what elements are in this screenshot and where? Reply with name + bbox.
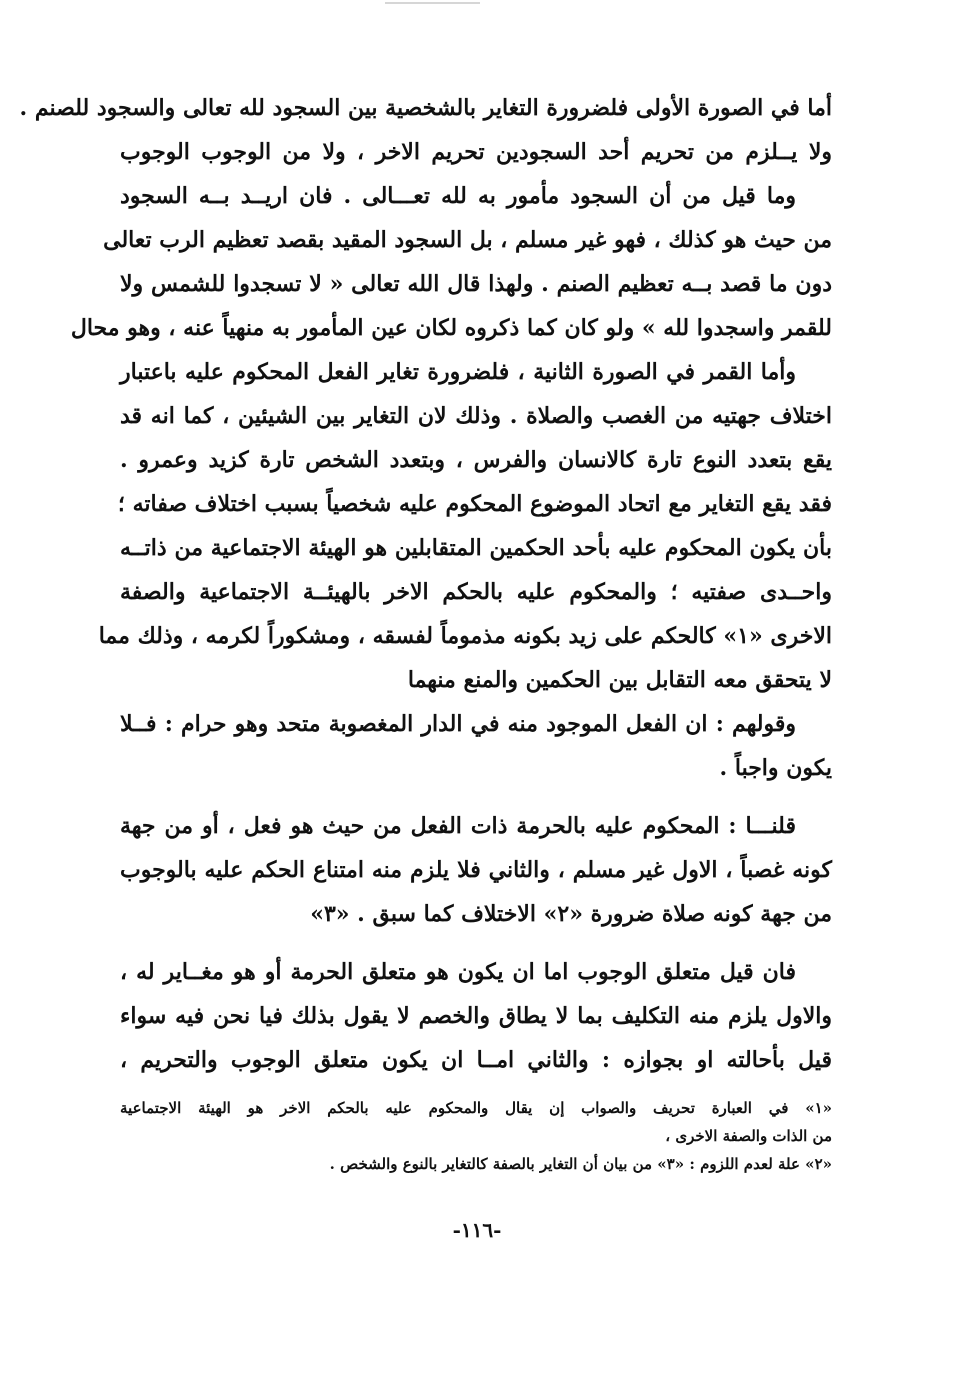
text-line: كونه غصباً ، الاول غير مسلم ، والثاني فلا يلزم منه امتناع الحكم عليه بالوجوب [120,857,832,883]
text-line: يقع بتعدد النوع تارة كالانسان والفرس ، وبتعدد الشخص تارة كزيد وعمرو . [120,447,832,473]
scan-edge-mark [385,2,480,4]
text-line: الاخرى «١» كالحكم على زيد بكونه مذموماً لفسقه ، ومشكوراً لكرمه ، وذلك مما [98,623,832,649]
footnote-line: من الذات والصفة الاخرى ، [665,1127,832,1145]
text-line: فقد يقع التغاير مع اتحاد الموضوع المحكوم عليه شخصياً بسبب اختلاف صفاته ؛ [117,491,832,517]
footnote-line: «١» في العبارة تحريف والصواب إن يقال والمحكوم عليه بالحكم الاخر هو الهيئة الاجتماعية [120,1099,832,1117]
text-line: قلنـــا : المحكوم عليه بالحرمة ذات الفعل من حيث هو فعل ، أو من جهة [120,813,796,839]
text-line: وقولهم : ان الفعل الموجود منه في الدار المغصوبة متحد وهو حرام : فــلا [120,711,796,737]
text-line: للقمر واسجدوا لله » ولو كان كما ذكروه لكان عين المأمور به منهياً عنه ، وهو محال [70,315,832,341]
paragraph-gap [120,936,832,950]
page-number: -١١٦- [452,1218,502,1242]
text-line: من جهة كونه صلاة ضرورة «٢» الاختلاف كما سبق . «٣» [310,901,832,927]
text-line: بأن يكون المحكوم عليه بأحد الحكمين المتقابلين هو الهيئة الاجتماعية من ذاتــه [120,535,832,561]
text-line: قيل بأحالته او بجوازه : والثاني امــا ان يكون متعلق الوجوب والتحريم ، [120,1047,832,1073]
text-line: لا يتحقق معه التقابل بين الحكمين والمنع منهما [407,667,832,693]
text-line: دون ما قصد بــه تعظيم الصنم . ولهذا قال الله تعالى « لا تسجدوا للشمس ولا [120,271,832,297]
text-line: فان قيل متعلق الوجوب اما ان يكون هو متعلق الحرمة أو هو مغــاير له ، [120,959,796,985]
text-line: يكون واجباً . [719,755,832,781]
text-line: وأما القمر في الصورة الثانية ، فلضرورة تغاير الفعل المحكوم عليه باعتبار [120,359,796,385]
main-text-block [19,86,832,1082]
text-line: اختلاف جهتيه من الغصب والصلاة . وذلك لان التغاير بين الشيئين ، كما انه قد [120,403,832,429]
text-line: وما قيل من أن السجود مأمور به لله تعـــالى . فان اريــد بــه السجود [120,183,796,209]
text-line: أما في الصورة الأولى فلضرورة التغاير بالشخصية بين السجود لله تعالى والسجود للصنم . [19,95,832,121]
footnotes-block [120,1094,832,1178]
text-line: واحــدى صفتيه ؛ والمحكوم عليه بالحكم الاخر بالهيئــة الاجتماعية والصفة [120,579,832,605]
text-line: من حيث هو كذلك ، فهو غير مسلم ، بل السجود المقيد بقصد تعظيم الرب تعالى [103,227,832,253]
footnote-line: «٢» علة لعدم اللزوم : «٣» من بيان أن التغاير بالصفة كالتغاير بالنوع والشخص . [329,1155,832,1173]
paragraph-gap [120,790,832,804]
text-line: والاول يلزم منه التكليف بما لا يطاق والخصم لا يقول بذلك فيا نحن فيه سواء [120,1003,832,1029]
text-line: ولا يــلزم من تحريم أحد السجودين تحريم الاخر ، ولا من الوجوب الوجوب [120,139,832,165]
